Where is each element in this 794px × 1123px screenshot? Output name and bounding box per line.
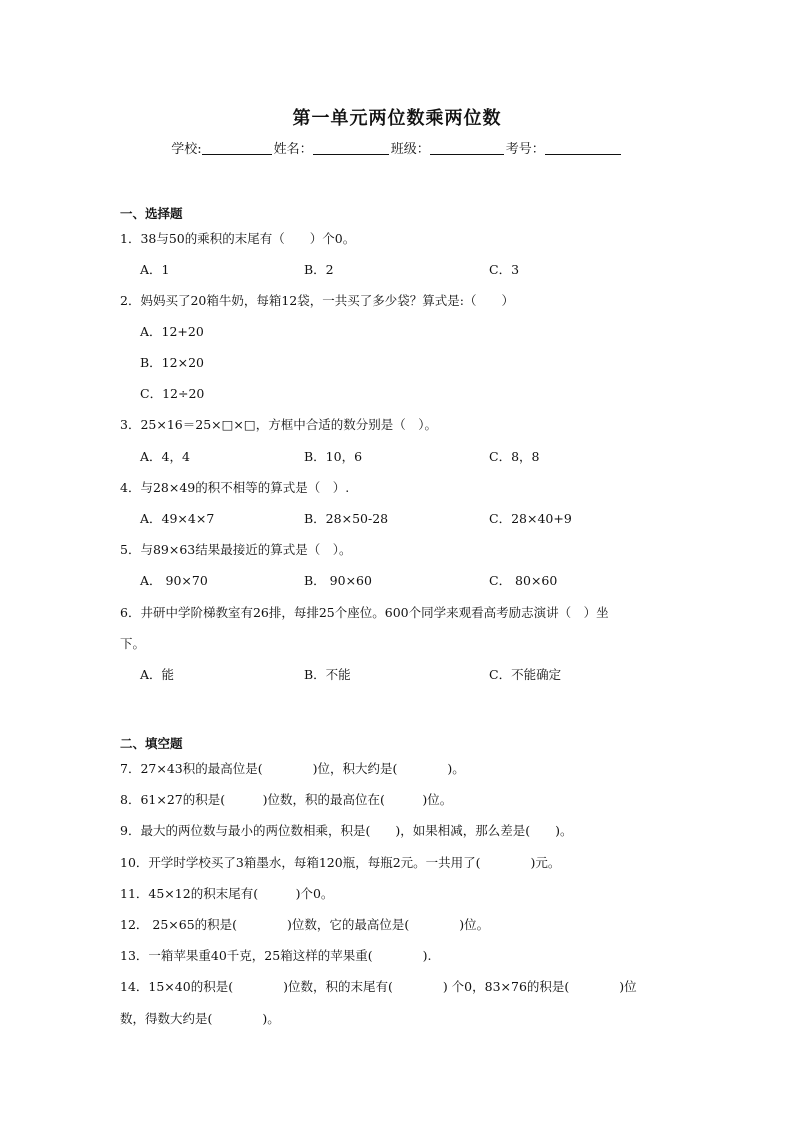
question-14-line-2: 数，得数大约是( )。 (120, 1011, 280, 1026)
q2-option-b: B．12×20 (140, 355, 204, 370)
q4-option-c: C．28×40+9 (489, 511, 572, 526)
q5-option-b: B． 90×60 (304, 573, 372, 588)
q3-option-c: C．8，8 (489, 449, 540, 464)
exam-no-blank[interactable] (545, 142, 621, 155)
school-blank[interactable] (202, 142, 272, 155)
q2-option-a: A．12+20 (140, 324, 204, 339)
question-13: 13．一箱苹果重40千克，25箱这样的苹果重( ). (120, 948, 432, 963)
question-12: 12． 25×65的积是( )位数，它的最高位是( )位。 (120, 917, 490, 932)
exam-no-label: 考号： (505, 142, 545, 157)
name-label: 姓名： (273, 142, 313, 157)
question-4: 4．与28×49的积不相等的算式是（ ）. (120, 480, 350, 495)
name-blank[interactable] (313, 142, 389, 155)
q2-option-c: C．12÷20 (140, 386, 205, 401)
question-3: 3．25×16＝25×□×□，方框中合适的数分别是（ ）。 (120, 417, 437, 432)
question-6-line-2: 下。 (120, 636, 146, 651)
question-14-line-1: 14．15×40的积是( )位数，积的末尾有( ) 个0，83×76的积是( )位 (120, 979, 637, 994)
q6-option-a: A．能 (140, 667, 175, 682)
q1-option-c: C．3 (489, 262, 520, 277)
q3-option-b: B．10，6 (304, 449, 363, 464)
q3-option-a: A．4，4 (140, 449, 190, 464)
q6-option-b: B．不能 (304, 667, 351, 682)
q4-option-b: B．28×50-28 (304, 511, 389, 526)
question-6-line-1: 6．井研中学阶梯教室有26排，每排25个座位。600个同学来观看高考励志演讲（ ）坐 (120, 605, 609, 620)
class-label: 班级： (390, 142, 430, 157)
q6-option-c: C．不能确定 (489, 667, 562, 682)
question-7: 7．27×43积的最高位是( )位，积大约是( )。 (120, 761, 465, 776)
page-title: 第一单元两位数乘两位数 (292, 108, 502, 129)
school-label: 学校: (171, 142, 202, 157)
question-2: 2．妈妈买了20箱牛奶，每箱12袋，一共买了多少袋？算式是:（ ） (120, 293, 514, 308)
question-8: 8．61×27的积是( )位数，积的最高位在( )位。 (120, 792, 453, 807)
question-11: 11．45×12的积末尾有( )个0。 (120, 886, 334, 901)
class-blank[interactable] (430, 142, 504, 155)
section-heading-fill: 二、填空题 (120, 736, 183, 751)
question-10: 10．开学时学校买了3箱墨水，每箱120瓶，每瓶2元。一共用了( )元。 (120, 855, 561, 870)
question-5: 5．与89×63结果最接近的算式是（ ）。 (120, 542, 352, 557)
question-1: 1．38与50的乘积的末尾有（ ）个0。 (120, 231, 356, 246)
q5-option-c: C． 80×60 (489, 573, 558, 588)
q5-option-a: A． 90×70 (140, 573, 208, 588)
student-info-line (0, 138, 794, 157)
question-9: 9．最大的两位数与最小的两位数相乘，积是( )，如果相减，那么差是( )。 (120, 823, 573, 838)
q1-option-b: B．2 (304, 262, 334, 277)
section-heading-choice: 一、选择题 (120, 206, 183, 221)
q1-option-a: A．1 (140, 262, 170, 277)
q4-option-a: A．49×4×7 (140, 511, 215, 526)
